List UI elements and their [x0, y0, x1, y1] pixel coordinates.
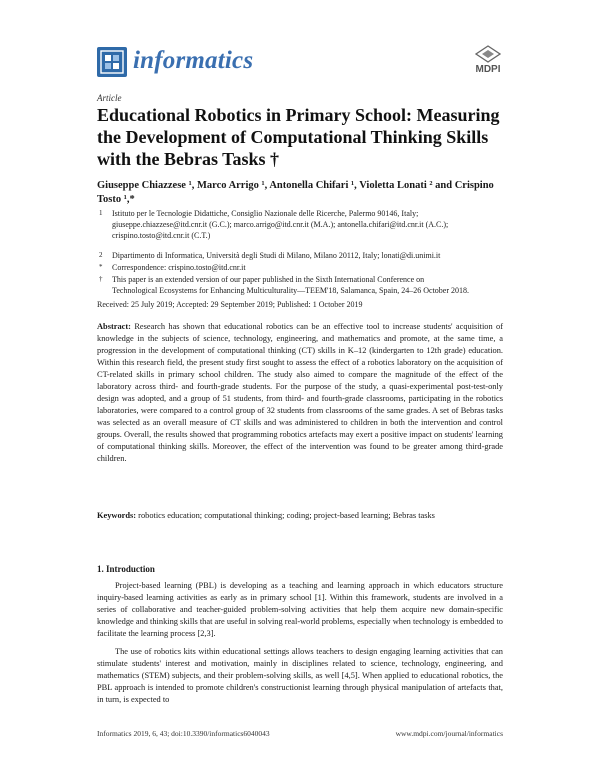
mdpi-logo-icon	[475, 45, 501, 63]
abstract-text: Research has shown that educational robotics can be an effective tool to increase students' acquisition of knowledge in the subjects of science, technology, engineering, and mathematics and promote, at the same time, a progression in the development of computational thinking (CT) skills in K–12 (kindergarten to 12th grade) education. Within this research field, the present study first sought to assess the effect of a robotics laboratory on the acquisition of CT-related skills in primary school children. The study also aimed to compare the magnitude of the effect of the laboratory across third- and fourth-grade students. For the purpose of the study, a quasi-experimental post-test-only design was adopted, and a group of 51 students, from third- and fourth-grade classrooms, participating in the robotics laboratories, were compared to a control group of 32 students from classrooms of the same grades. A set of Bebras tasks was selected as an overall measure of CT skills and was administered to children in both the intervention and control groups. Overall, the results showed that programming robotics artefacts may exert a positive impact on students' learning of computational thinking skills. Moreover, the effect of the intervention was found to be greater among third-grade children.	[97, 322, 503, 463]
extended-version-note: † This paper is an extended version of our paper published in the Sixth International Conference on Technological Ecosystems for Enhancing Multiculturality—TEEM'18, Salamanca, Spain, 24–26 October 2018.	[99, 275, 470, 295]
keywords-text: robotics education; computational thinking; coding; project-based learning; Bebras tasks	[138, 511, 435, 520]
page-title: Educational Robotics in Primary School: Measuring the Development of Computational Thinking Skills with the Bebras Tasks †	[97, 105, 500, 169]
intro-paragraph-2: The use of robotics kits within educational settings allows teachers to design engaging learning activities that can stimulate students' interest and motivation, mainly in disciplines related to science, technology, engineering, and mathematics (STEM) subjects, and their problem-solving skills, as well [4,5]. When applied to educational robotics, the PBL approach is intended to promote children's constructionist learning through physical manipulation of artefacts that, in turn, is expected to	[97, 647, 503, 704]
publication-dates: Received: 25 July 2019; Accepted: 29 September 2019; Published: 1 October 2019	[97, 300, 363, 309]
journal-name: informatics	[133, 47, 254, 74]
affiliation-2: 2 Dipartimento di Informatica, Università degli Studi di Milano, Milano 20112, Italy; lonati@di.unimi.it	[99, 251, 441, 260]
author-list: Giuseppe Chiazzese ¹, Marco Arrigo ¹, Antonella Chifari ¹, Violetta Lonati ² and Crispino Tosto ¹,*	[97, 180, 494, 205]
section-heading: 1. Introduction	[97, 564, 155, 574]
footer-citation: Informatics 2019, 6, 43; doi:10.3390/informatics6040043	[97, 729, 270, 738]
publisher-name: MDPI	[475, 64, 501, 75]
abstract-label: Abstract:	[97, 322, 131, 331]
correspondence: * Correspondence: crispino.tosto@itd.cnr.it	[99, 263, 246, 272]
intro-paragraph-1: Project-based learning (PBL) is developing as a teaching and learning approach in which educators structure inquiry-based learning activities as early as in primary school [1]. Within this framework, students are involved in a series of collaborative and teacher-guided problem-solving activities that help them acquire new domain-specific knowledge and thinking skills that are useful in solving real-world problems, especially when technology is embedded to facilitate the learning process [2,3].	[97, 581, 503, 638]
journal-logo-icon	[97, 47, 127, 77]
abstract	[97, 321, 503, 465]
article-type: Article	[97, 93, 122, 103]
affiliation-1: 1 Istituto per le Tecnologie Didattiche, Consiglio Nazionale delle Ricerche, Palermo 90146, Italy; giuseppe.chiazzese@itd.cnr.it (G.C.); marco.arrigo@itd.cnr.it (M.A.); antonella.chifari@itd.cnr.it (A.C.); crispino.tosto@itd.cnr.it (C.T.)	[99, 209, 449, 240]
footer-url[interactable]: www.mdpi.com/journal/informatics	[395, 729, 503, 738]
publisher-logo	[470, 45, 506, 75]
keywords	[97, 510, 503, 522]
keywords-label: Keywords:	[97, 511, 137, 520]
